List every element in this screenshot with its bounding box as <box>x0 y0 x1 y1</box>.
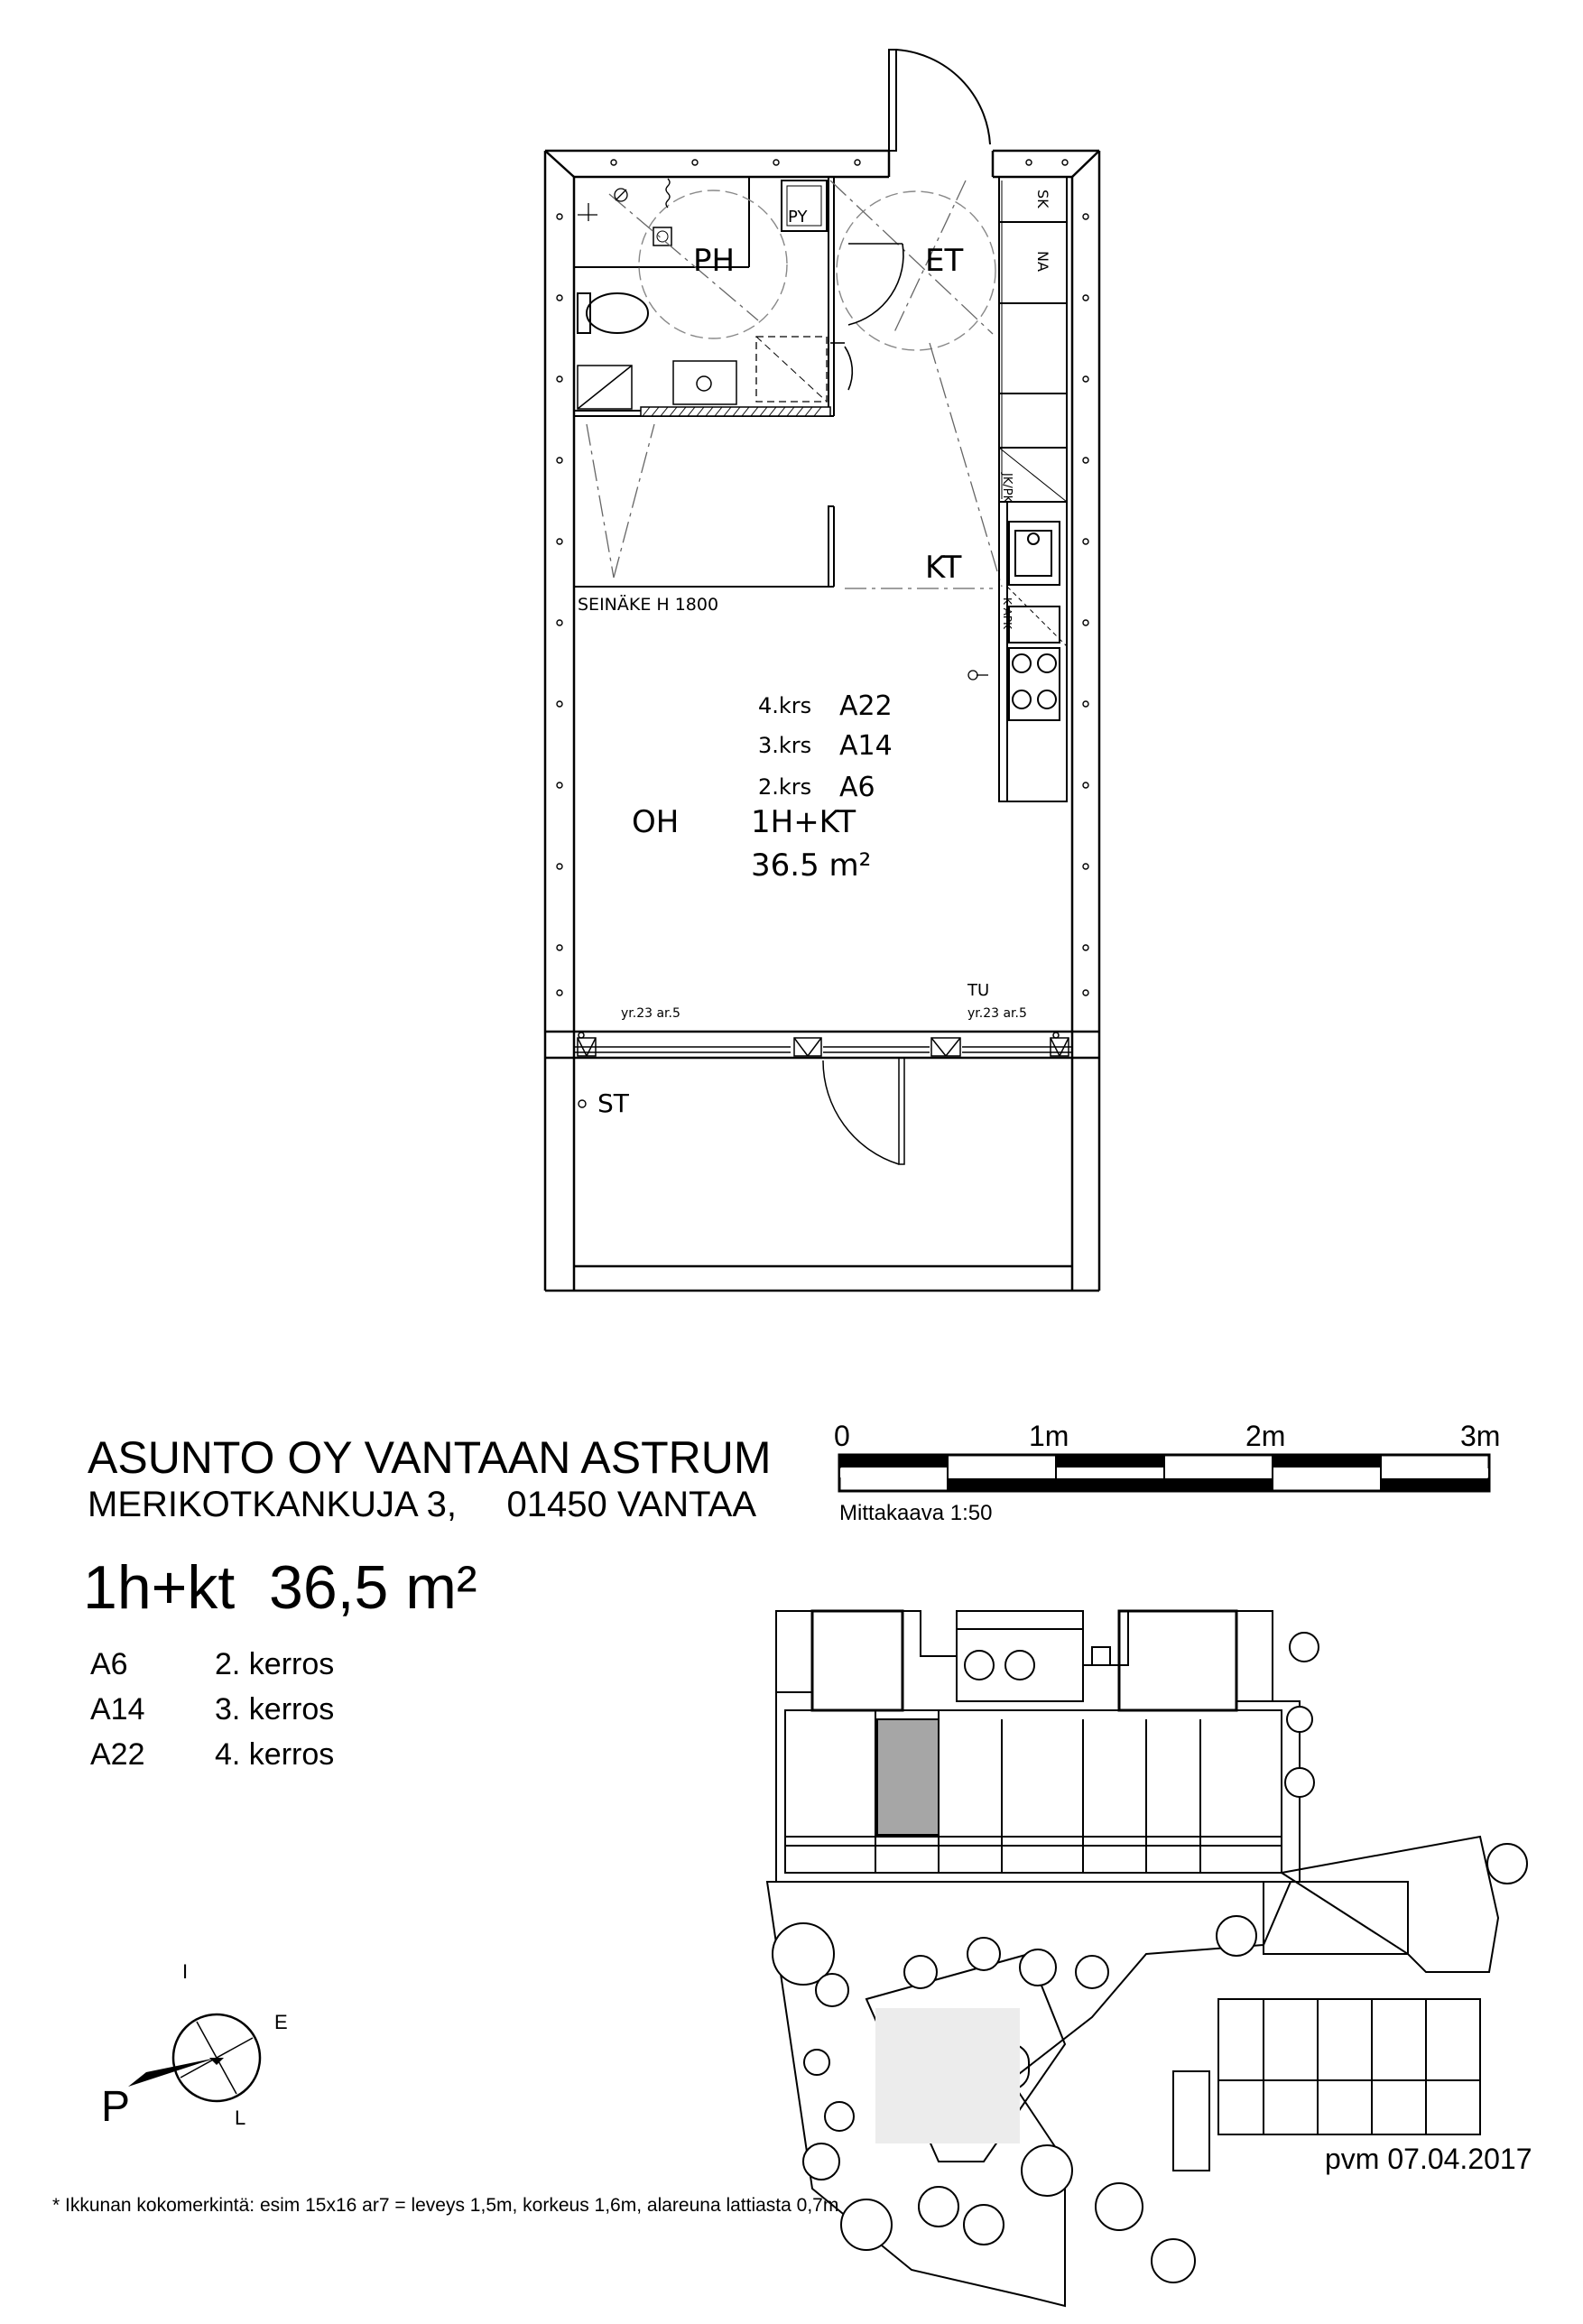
apartment-area: 36.5 m² <box>751 847 872 884</box>
address: MERIKOTKANKUJA 3, 01450 VANTAA <box>88 1485 756 1524</box>
apartment-type-heading: 1h+kt 36,5 m² <box>83 1553 477 1622</box>
scale-caption: Mittakaava 1:50 <box>839 1501 993 1525</box>
window-left-marker: yr.23 ar.5 <box>621 1006 680 1021</box>
scale-label-3: 3m <box>1460 1420 1501 1452</box>
apartment-type: 1H+KT <box>751 804 856 840</box>
compass-east-label: I <box>182 1960 189 1983</box>
apartment-floor: 2. kerros <box>215 1647 335 1681</box>
room-ph-label: PH <box>693 243 736 279</box>
date: pvm 07.04.2017 <box>1325 2143 1532 2175</box>
cabinet-py-label: PY <box>788 208 808 227</box>
room-kt-label: KT <box>925 550 962 586</box>
apartment-list <box>90 1647 379 1782</box>
closet-na-label: NA <box>1034 251 1051 272</box>
compass-north-label: P <box>101 2083 131 2131</box>
apartment-floor-4: 4.krs <box>758 693 812 718</box>
scale-label-2: 2m <box>1245 1420 1286 1452</box>
scale-label-1: 1m <box>1029 1420 1069 1452</box>
apartment-row <box>90 1692 379 1737</box>
apartment-row <box>90 1647 379 1692</box>
apartment-code-2: A6 <box>839 772 875 803</box>
apartment-code-4: A22 <box>839 690 893 722</box>
apartment-floor-3: 3.krs <box>758 733 812 758</box>
apartment-floor: 4. kerros <box>215 1737 335 1772</box>
window-right-marker: yr.23 ar.5 <box>967 1006 1027 1021</box>
room-tu-label: TU <box>967 981 990 1000</box>
room-st-label: ST <box>597 1088 629 1118</box>
compass-icon <box>90 1958 325 2175</box>
apartment-code-3: A14 <box>839 730 893 762</box>
closet-jkpk-label: JK/PK <box>1000 473 1014 504</box>
apartment-code: A22 <box>90 1737 145 1772</box>
scale-bar <box>812 1417 1534 1525</box>
apartment-code: A14 <box>90 1692 145 1727</box>
room-et-label: ET <box>925 243 964 279</box>
company-name: ASUNTO OY VANTAAN ASTRUM <box>88 1432 772 1483</box>
apartment-floor-2: 2.krs <box>758 774 812 800</box>
highlighted-apartment <box>877 1719 939 1835</box>
compass-west-label: L <box>235 2106 246 2129</box>
kitchen-apk-label: K APK <box>1001 597 1014 629</box>
compass-south-label: E <box>274 2011 288 2033</box>
apartment-code: A6 <box>90 1647 128 1681</box>
wall-note: SEINÄKE H 1800 <box>578 595 719 615</box>
footnote: * Ikkunan kokomerkintä: esim 15x16 ar7 = leveys 1,5m, korkeus 1,6m, alareuna lattiasta 0,7m <box>52 2195 839 2216</box>
room-oh-label: OH <box>632 804 680 840</box>
scale-label-0: 0 <box>834 1420 850 1452</box>
closet-sk-label: SK <box>1034 190 1051 208</box>
site-plan <box>758 1575 1570 2324</box>
apartment-floor: 3. kerros <box>215 1692 335 1727</box>
apartment-row <box>90 1737 379 1782</box>
